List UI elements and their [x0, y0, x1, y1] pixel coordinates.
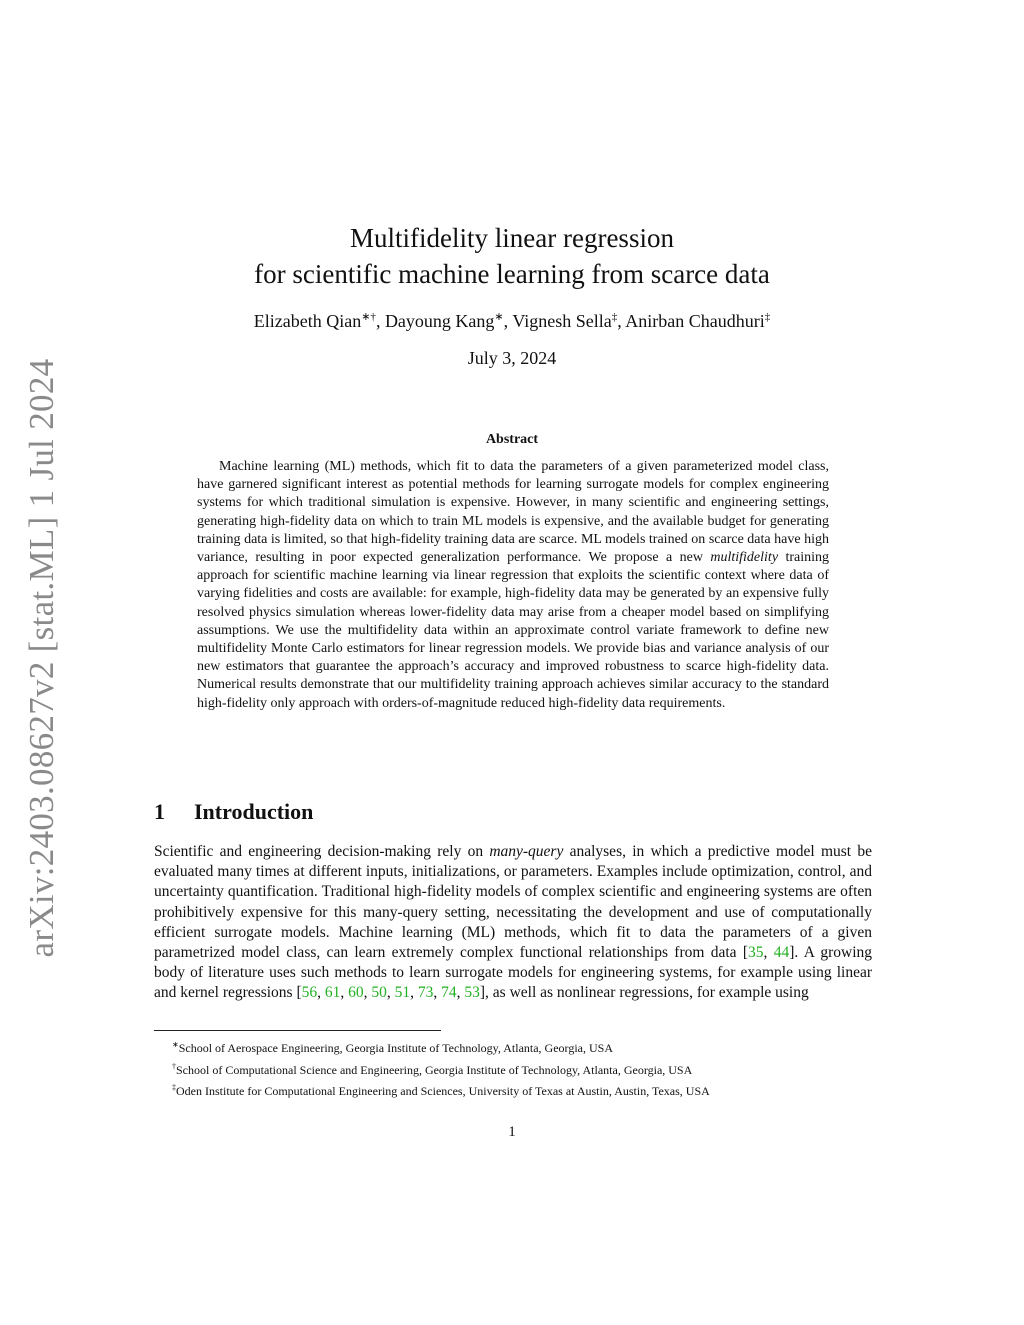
- abstract-emphasis: multifidelity: [710, 550, 779, 566]
- footnote-mark: ∗: [172, 1040, 179, 1049]
- footnote: [172, 1079, 892, 1101]
- section-number: 1: [154, 799, 165, 824]
- author: [254, 311, 376, 331]
- author-name: Vignesh Sella: [512, 311, 612, 331]
- footnote: [172, 1058, 892, 1080]
- intro-emphasis: many-query: [489, 843, 564, 860]
- title-line-2: for scientific machine learning from scarce data: [254, 259, 770, 289]
- author-affiliation-mark: ∗†: [361, 311, 376, 323]
- intro-text: Scientific and engineering decision-making rely on: [154, 843, 490, 860]
- citation-link[interactable]: 56: [301, 984, 318, 1002]
- author: [385, 311, 504, 331]
- footnote-mark: ‡: [172, 1083, 176, 1092]
- paper-title: [0, 220, 1024, 292]
- footnote-divider: [154, 1030, 441, 1031]
- section-heading: [154, 799, 313, 825]
- abstract-text: Machine learning (ML) methods, which fit to data the parameters of a given parameterized model class, have garnered significant interest as potential methods for learning surrogate models for complex engineering systems for which traditional simulation is expensive. However, in many scientific and engineering settings, generating high-fidelity data on which to train ML models is expensive, and the available budget for generating training data is limited, so that high-fidelity training data are scarce. ML models trained on scarce data have high variance, resulting in poor expected generalization performance. We propose a new: [197, 459, 829, 566]
- author-name: Elizabeth Qian: [253, 311, 362, 331]
- abstract-heading: Abstract: [485, 432, 539, 447]
- citation-link[interactable]: 53: [464, 984, 480, 1002]
- author: [512, 311, 617, 331]
- footnote-text: Oden Institute for Computational Engineering and Sciences, University of Texas at Austin, Austin, Texas, USA: [176, 1084, 710, 1098]
- abstract-body: [197, 458, 829, 713]
- intro-text: ], as well as nonlinear regressions, for example using: [479, 984, 809, 1002]
- author-affiliation-mark: ∗: [494, 311, 504, 323]
- intro-text: analyses, in which a predictive model must be evaluated many times at different inputs, initializations, or parameters. Examples include optimization, control, and uncertainty quantification. Traditional high-fidelity models of complex scientific and engineering systems are often prohibitively expensive for this many-query setting, necessitating the development and use of computationally efficient surrogate models. Machine learning (ML) methods, which fit to data the parameters of a given parametrized model class, can learn extremely complex functional relationships from data [: [154, 843, 872, 962]
- citation-link[interactable]: 61: [324, 984, 341, 1002]
- citation-link[interactable]: 74: [441, 984, 457, 1002]
- author-name: Anirban Chaudhuri: [625, 311, 765, 331]
- intro-text: ]. A growing body of literature uses such methods to learn surrogate models for engineering systems, for example using linear and kernel regressions [: [154, 944, 873, 1002]
- title-block: [0, 220, 1024, 369]
- footnote-mark: †: [172, 1061, 176, 1071]
- citation-link[interactable]: 50: [371, 984, 387, 1002]
- introduction-paragraph: Scientific and engineering decision-making rely on many-query analyses, in which a predictive model must be evaluated many times at different inputs, initializations, or parameters. Examples include optimization, control, and uncertainty quantification. Traditional high-fidelity models of complex scientific and engineering systems are often prohibitively expensive for this many-query setting, necessitating the development and use of computationally efficient surrogate models. Machine learning (ML) methods, which fit to data the parameters of a given parametrized model class, can learn extremely complex functional relationships from data [35, 44]. A growing body of literature uses such methods to learn surrogate models for engineering systems, for example using linear and kernel regressions [56, 61, 60, 50, 51, 73, 74, 53], as well as nonlinear regressions, for example using: [154, 843, 873, 1002]
- arxiv-identifier-stamp: arXiv:2403.08627v2 [stat.ML] 1 Jul 2024: [22, 358, 61, 958]
- citation-link[interactable]: 60: [348, 984, 364, 1002]
- citation-link[interactable]: 35: [748, 944, 764, 962]
- footnote: [172, 1036, 892, 1058]
- footnote-text: School of Aerospace Engineering, Georgia Institute of Technology, Atlanta, Georgia, USA: [178, 1041, 613, 1055]
- author-list: Elizabeth Qian∗†, Dayoung Kang∗, Vignesh Sella‡, Anirban Chaudhuri‡: [253, 311, 771, 331]
- page-number: 1: [508, 1124, 516, 1140]
- author-affiliation-mark: ‡: [611, 311, 618, 323]
- author-name: Dayoung Kang: [384, 311, 495, 331]
- abstract-text: training approach for scientific machine learning via linear regression that exploits the scientific context where data of varying fidelities and costs are available: for example, high-fidelity data may be generated by an expensive fully resolved physics simulation whereas lower-fidelity data may arise from a cheaper model based on simplifying assumptions. We use the multifidelity data within an approximate control variate framework to define new multifidelity Monte Carlo estimators for linear regression models. We provide bias and variance analysis of our new estimators that guarantee the approach’s accuracy and improved robustness to scarce high-fidelity data. Numerical results demonstrate that our multifidelity training approach achieves similar accuracy to the standard high-fidelity only approach with orders-of-magnitude reduced high-fidelity data requirements.: [197, 550, 830, 711]
- title-line-1: Multifidelity linear regression: [350, 223, 674, 253]
- author-affiliation-mark: ‡: [764, 311, 771, 323]
- author: [625, 311, 770, 331]
- section-title: Introduction: [194, 799, 314, 824]
- footnote-text: School of Computational Science and Engineering, Georgia Institute of Technology, Atlanta, Georgia, USA: [176, 1062, 693, 1077]
- publication-date: July 3, 2024: [467, 348, 557, 368]
- citation-link[interactable]: 73: [417, 984, 434, 1002]
- citation-link[interactable]: 44: [773, 944, 790, 962]
- citation-link[interactable]: 51: [394, 984, 411, 1002]
- footnotes: [172, 1036, 892, 1101]
